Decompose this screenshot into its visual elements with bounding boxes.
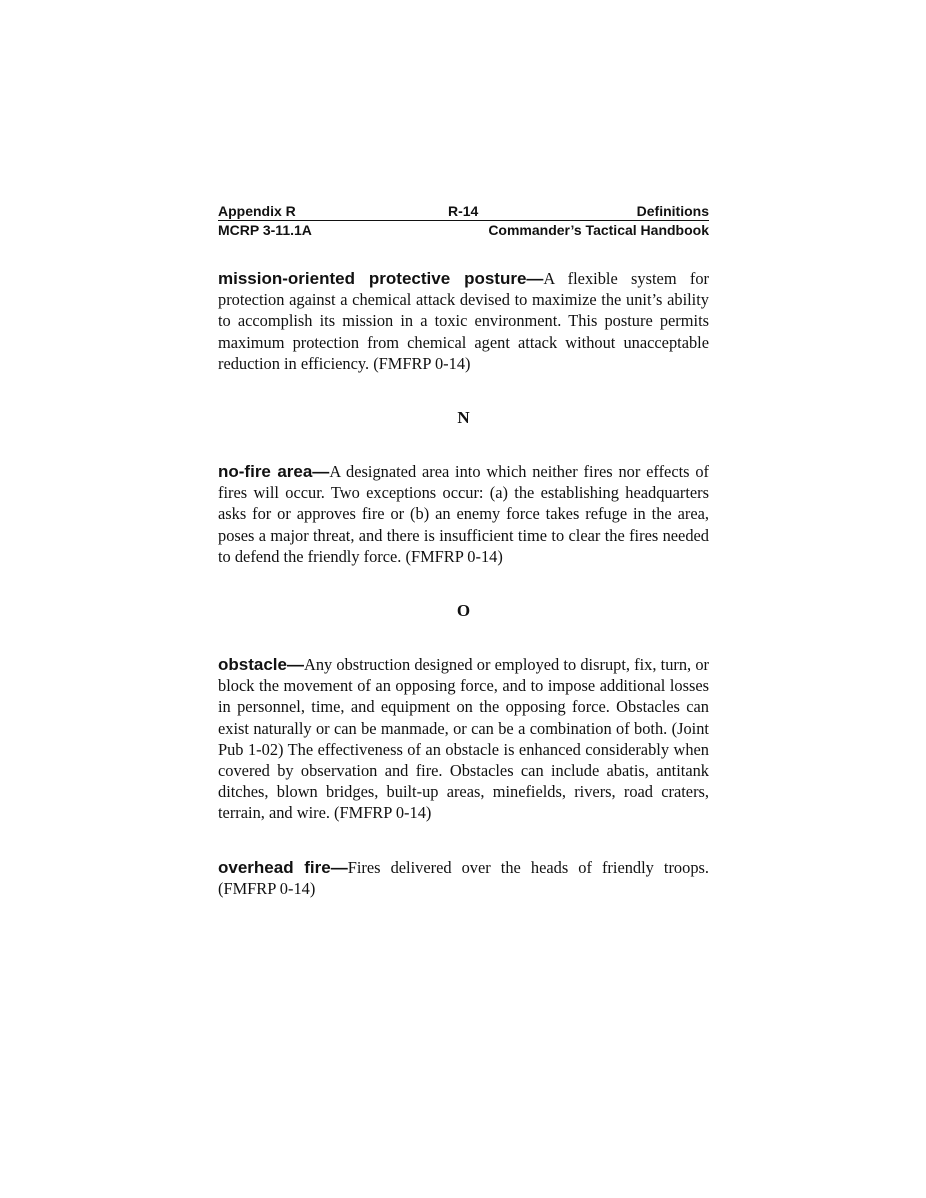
page-number: R-14: [448, 203, 479, 219]
definition-term: overhead fire—: [218, 857, 348, 877]
definition-text: A designated area into which neither fires nor effects of fires will occur. Two exceptions occur: (a) the establishing headquarters asks for or approves fire or (b) an enemy force takes refuge in the area, poses a major threat, and there is insufficient time to clear the fires needed to defend the friendly force. (FMFRP 0-14): [218, 462, 709, 566]
section-letter: O: [456, 601, 471, 621]
definitions-body: [218, 268, 709, 899]
definition-term: mission-oriented protective posture—: [218, 269, 544, 288]
definition-entry: [218, 461, 709, 567]
appendix-label: Appendix R: [218, 203, 296, 219]
definition-entry: [218, 857, 709, 899]
publication-number: MCRP 3-11.1A: [218, 222, 312, 238]
header-top-row: [218, 202, 709, 221]
definition-term: obstacle—: [218, 655, 304, 675]
definition-text: Any obstruction designed or employed to disrupt, fix, turn, or block the movement of an opposing force, and to impose additional losses in personnel, time, and equipment on the opposing force. Obstacles can exist naturally or can be manmade, or can be a combination of both. (Joint Pub 1-02) The effectiveness of an obstacle is enhanced considerably when covered by observation and fire. Obstacles can include abatis, antitank ditches, blown bridges, built-up areas, minefields, rivers, road craters, terrain, and wire. (FMFRP 0-14): [218, 655, 709, 823]
definition-text: Fires delivered over the heads of friendly troops. (FMFRP 0-14): [218, 857, 709, 898]
header-bottom-row: [218, 221, 709, 239]
section-letter: N: [457, 408, 470, 428]
handbook-title: Commander’s Tactical Handbook: [488, 222, 709, 238]
section-label: Definitions: [636, 203, 709, 219]
definition-text: A flexible system for protection against a chemical attack devised to maximize the unit’s ability to accomplish its mission in a toxic environment. This posture permits maximum protection from chemical agent attack without unacceptable reduction in efficiency. (FMFRP 0-14): [218, 269, 709, 373]
definition-term: no-fire area—: [218, 462, 330, 482]
definition-entry: [218, 654, 709, 824]
running-header: [218, 202, 709, 239]
definition-entry: [218, 268, 709, 374]
